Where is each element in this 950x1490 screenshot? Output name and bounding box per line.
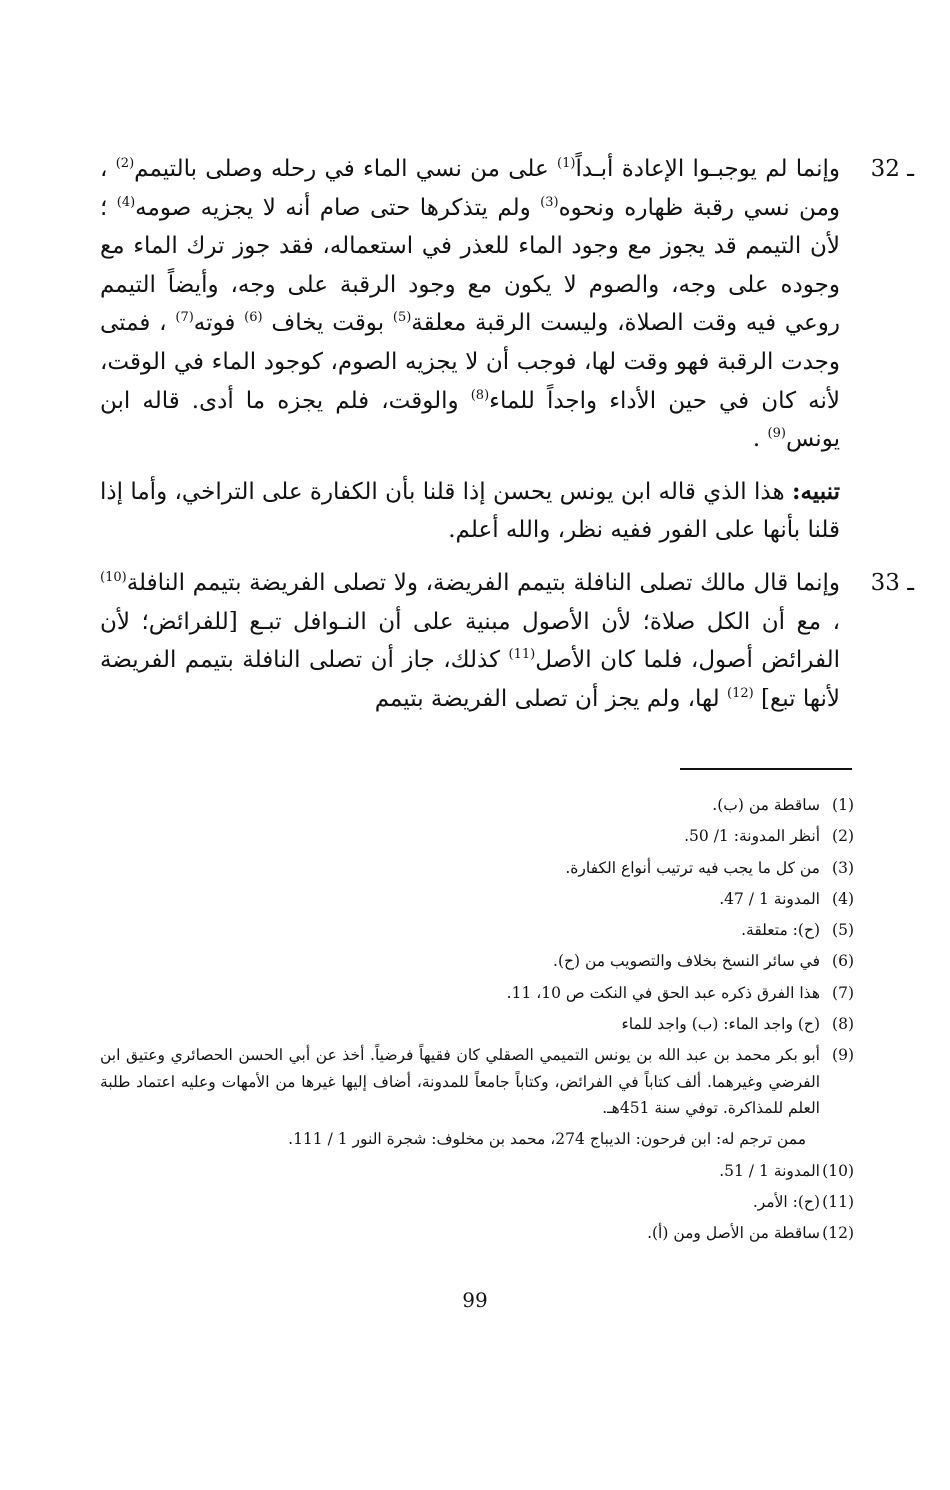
footnote-ref: (7) [175,310,194,326]
text-segment: بوقت يخاف [262,310,393,337]
note-lead: تنبيه: [791,477,840,505]
text-segment: ، فمتى وجدت الرقبة فهو وقت لها، فوجب أن لا يجزيه الصوم، كوجود الماء في الوقت، لأنه كان في حين الأداء واجداً للماء [100,310,840,414]
footnote-number: (2) [832,827,854,846]
text-segment: وإنما قال مالك تصلى النافلة بتيمم الفريضة، ولا تصلى الفريضة بتيمم النافلة [126,569,840,596]
footnote-number: (8) [832,1015,854,1034]
footnote-text: من كل ما يجب فيه ترتيب أنواع الكفارة. [565,858,820,877]
footnote-text: (ح) واجد الماء: (ب) واجد للماء [621,1015,820,1034]
page-number: 99 [462,1288,488,1312]
footnote [100,1220,854,1246]
paragraph-number: 32 ـ [870,156,914,182]
paragraph-note [100,473,840,550]
text-segment: ، مع أن الكل صلاة؛ لأن الأصول مبنية على أن النـوافل تبـع [للفرائض؛ لأن الفرائض أصول، فلما كان الأصل [100,608,840,674]
footnote [100,1042,854,1121]
footnote-text: ساقطة من (ب). [712,796,820,814]
footnote-text: ممن ترجم له: ابن فرحون: الديباج 274، محمد بن مخلوف: شجرة النور 1 / 111. [288,1130,806,1149]
footnote-text: المدونة 1 / 47. [719,889,820,908]
footnote [100,823,854,849]
main-text [100,150,914,732]
footnote-separator [680,768,852,770]
text-segment: والوقت، فلم يجزه ما أدى. قاله ابن يونس [100,387,840,453]
footnote [100,980,854,1006]
text-segment: على من نسي الماء في رحله وصلى بالتيمم [134,156,557,182]
paragraph-32 [100,150,914,459]
footnote-text: (ح): الأمر. [752,1193,820,1212]
footnote-number: (5) [832,921,854,940]
footnote-number: (7) [832,983,854,1002]
footnote [100,792,854,818]
footnote-ref: (2) [115,156,135,171]
footnote [100,1011,854,1037]
text-segment: هذا الذي قاله ابن يونس يحسن إذا قلنا بأن الكفارة على التراخي، وأما إذا قلنا بأنها على الفور ففيه نظر، والله أعلم. [100,478,840,544]
text-segment: ولم يتذكرها حتى صام أنه لا يجزيه صومه [135,194,541,221]
footnote-ref: (3) [540,194,559,210]
text-segment: لها، ولم يجز أن تصلى الفريضة بتيمم [374,685,727,712]
footnote-number: (6) [832,952,854,971]
paragraph-33 [100,564,914,718]
footnotes [100,792,854,1252]
footnote-number: (9) [832,1046,854,1065]
footnote-text: أبو بكر محمد بن عبد الله بن يونس التميمي الصقلي كان فقيهاً فرضياً. أخذ عن أبي الحسن الحصائري وعتيق ابن الفرضي وغيرهما. ألف كتاباً في الفرائض، وكتاباً جامعاً للمدونة، أضاف إليها غيرها من الأمهات وعليه اعتماد طلبة العلم للمذاكرة. توفي سنة 451هـ. [100,1046,820,1118]
footnote-ref: (1) [557,156,576,171]
footnote-ref: (4) [116,194,136,210]
footnote [100,855,854,881]
text-segment: فوته [193,310,245,337]
footnote-number: (3) [832,858,854,877]
text-segment: . [752,426,768,453]
footnote [100,886,854,912]
text-segment: كذلك، جاز أن تصلى النافلة بتيمم الفريضة لأنها تبع] [100,647,840,712]
footnote-ref: (10) [100,569,127,585]
footnote-number: (4) [832,889,854,908]
footnote-ref: (8) [470,387,490,403]
text-segment: ، ومن نسي رقبة ظهاره ونحوه [100,156,840,221]
footnote-number: (12) [822,1224,854,1243]
footnote-ref: (12) [726,685,754,701]
footnote-ref: (5) [392,310,412,326]
footnote-text: ساقطة من الأصل ومن (أ). [647,1224,820,1243]
text-segment: ؛ لأن التيمم قد يجوز مع وجود الماء للعذر في استعماله، فقد جوز ترك الماء مع وجوده على وجه، والصوم لا يكون مع وجود الرقبة على وجه، وأيضاً التيمم روعي فيه وقت الصلاة، وليست الرقبة معلقة [100,194,840,337]
footnote-text: المدونة 1 / 51. [719,1161,820,1180]
footnote [100,948,854,974]
footnote-number: (11) [822,1193,854,1212]
paragraph-number: 33 ـ [870,569,914,596]
footnote-text: في سائر النسخ بخلاف والتصويب من (ح). [553,952,820,971]
footnote [100,917,854,943]
footnote-text: هذا الفرق ذكره عبد الحق في النكت ص 10، 11. [506,983,820,1002]
footnote-ref: (9) [767,426,786,442]
footnote-number: (10) [822,1161,854,1180]
footnote-text: أنظر المدونة: 1/ 50. [684,827,820,846]
footnote [100,1189,854,1215]
footnote-ref: (6) [244,310,263,326]
footnote-number: (1) [832,796,854,814]
footnote [100,1158,854,1184]
footnote-text: (ح): متعلقة. [741,921,820,940]
text-segment: وإنما لم يوجبـوا الإعادة أبـداً [575,156,841,182]
footnote-ref: (11) [508,647,536,663]
footnote-continuation [100,1126,854,1152]
